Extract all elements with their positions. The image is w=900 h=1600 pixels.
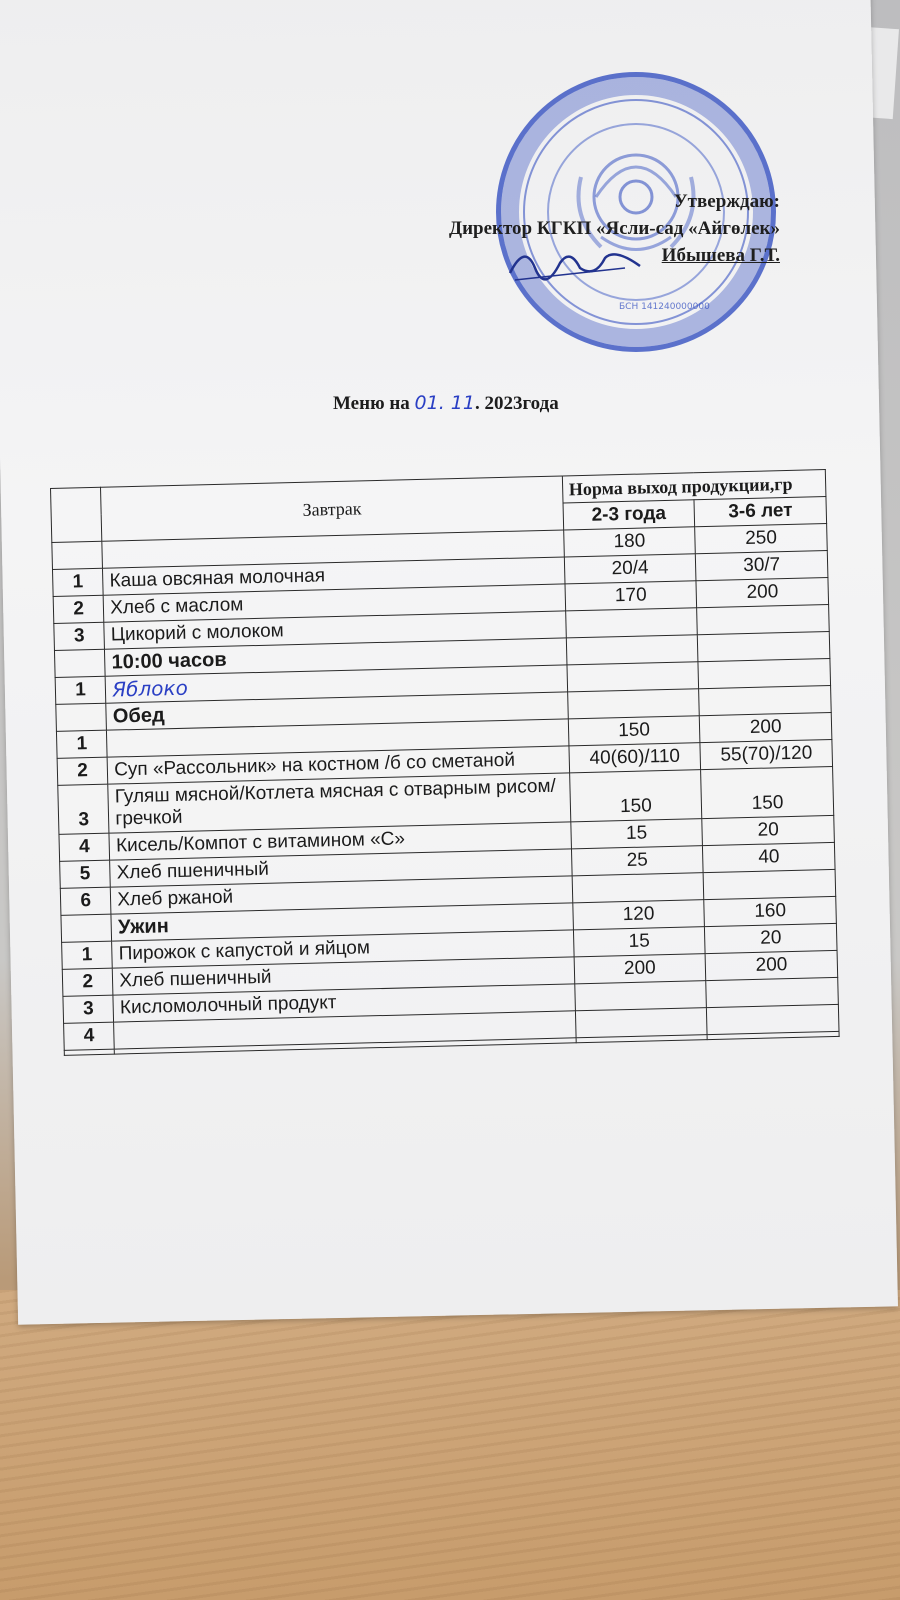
row-value-age-2: 250	[695, 524, 827, 554]
director-title: Директор КГКП «Ясли-сад «Айгөлек»	[449, 218, 780, 239]
row-value-age-1: 150	[568, 716, 700, 746]
row-name: Пирожок с капустой и яйцом	[112, 930, 574, 968]
row-name: Каша овсяная молочная	[103, 557, 565, 595]
row-name: Цикорий с молоком	[104, 611, 566, 649]
row-value-age-1: 40(60)/110	[569, 743, 701, 773]
row-name: 10:00 часов	[105, 638, 567, 676]
row-name: Кисломолочный продукт	[113, 984, 575, 1022]
row-value-age-2: 55(70)/120	[700, 739, 832, 769]
row-value-age-2: 40	[703, 842, 835, 872]
row-number	[61, 914, 112, 942]
row-value-age-2: 150	[701, 766, 834, 818]
title-suffix: . 2023года	[474, 393, 559, 414]
row-value-age-1	[566, 635, 698, 665]
row-value-age-1: 15	[573, 927, 705, 957]
row-value-age-2: 200	[696, 578, 828, 608]
row-number: 3	[58, 784, 109, 834]
director-name: Ибышева Г.Т.	[661, 245, 780, 266]
row-value-age-2: 200	[705, 950, 837, 980]
row-value-age-1: 170	[565, 581, 697, 611]
menu-table-wrap	[50, 469, 840, 1056]
row-name: Ужин	[111, 903, 573, 941]
row-value-age-1	[572, 873, 704, 903]
row-number	[64, 1049, 114, 1055]
row-number: 1	[62, 941, 113, 969]
row-number: 6	[60, 887, 111, 915]
row-name: Хлеб ржаной	[111, 876, 573, 914]
signature-icon	[505, 238, 645, 288]
handwritten-date: 01. 11	[414, 392, 475, 414]
row-value-age-1: 15	[570, 819, 702, 849]
row-value-age-1: 200	[574, 954, 706, 984]
row-number: 2	[62, 968, 113, 996]
row-number: 1	[55, 676, 106, 704]
row-value-age-2	[699, 685, 831, 715]
row-value-age-2: 200	[700, 712, 832, 742]
row-value-age-2: 20	[702, 815, 834, 845]
row-value-age-2	[707, 1004, 839, 1034]
row-value-age-2: 20	[705, 923, 837, 953]
header-age-2: 3-6 лет	[694, 497, 826, 527]
row-number: 5	[60, 860, 111, 888]
row-name: Хлеб пшеничный	[113, 957, 575, 995]
title-prefix: Меню на	[333, 393, 415, 414]
row-number: 4	[59, 833, 110, 861]
row-number: 1	[56, 730, 107, 758]
row-value-age-2	[697, 605, 829, 635]
row-value-age-1	[567, 662, 699, 692]
approval-label: Утверждаю:	[673, 191, 780, 212]
row-number	[54, 649, 105, 677]
row-number: 2	[53, 595, 104, 623]
row-value-age-1	[575, 1008, 707, 1038]
row-number: 3	[54, 622, 105, 650]
row-value-age-2	[703, 869, 835, 899]
row-name: Гуляш мясной/Котлета мясная с отварным рисом/гречкой	[108, 773, 570, 833]
row-value-age-1: 120	[572, 900, 704, 930]
row-value-age-1: 25	[571, 846, 703, 876]
row-value-age-2	[706, 977, 838, 1007]
row-name: Кисель/Компот с витамином «С»	[109, 822, 571, 860]
row-name: Яблоко	[105, 665, 567, 703]
row-value-age-2	[698, 658, 830, 688]
row-value-age-1: 150	[569, 770, 702, 822]
row-value-age-2: 30/7	[696, 551, 828, 581]
row-value-age-1: 20/4	[564, 554, 696, 584]
row-number	[52, 541, 103, 569]
header-meal: Завтрак	[101, 476, 564, 541]
header-norm: Норма выход продукции,гр	[562, 470, 826, 503]
row-number: 1	[52, 568, 103, 596]
row-value-age-2: 160	[704, 896, 836, 926]
row-value-age-1	[567, 689, 699, 719]
row-number: 2	[57, 757, 108, 785]
row-name: Обед	[106, 692, 568, 730]
header-age-1: 2-3 года	[563, 500, 695, 530]
row-number: 4	[64, 1022, 115, 1050]
row-name: Хлеб пшеничный	[110, 849, 572, 887]
row-value-age-2	[698, 632, 830, 662]
row-name: Суп «Рассольник» на костном /б со сметаной	[107, 746, 569, 784]
row-value-age-1: 180	[563, 527, 695, 557]
row-number: 3	[63, 995, 114, 1023]
menu-table	[50, 469, 840, 1056]
seal-bin: БСН 141240000000	[619, 302, 710, 312]
row-name: Хлеб с маслом	[103, 584, 565, 622]
menu-title	[333, 392, 559, 415]
row-value-age-1	[574, 981, 706, 1011]
row-number	[56, 703, 107, 731]
row-value-age-1	[565, 608, 697, 638]
